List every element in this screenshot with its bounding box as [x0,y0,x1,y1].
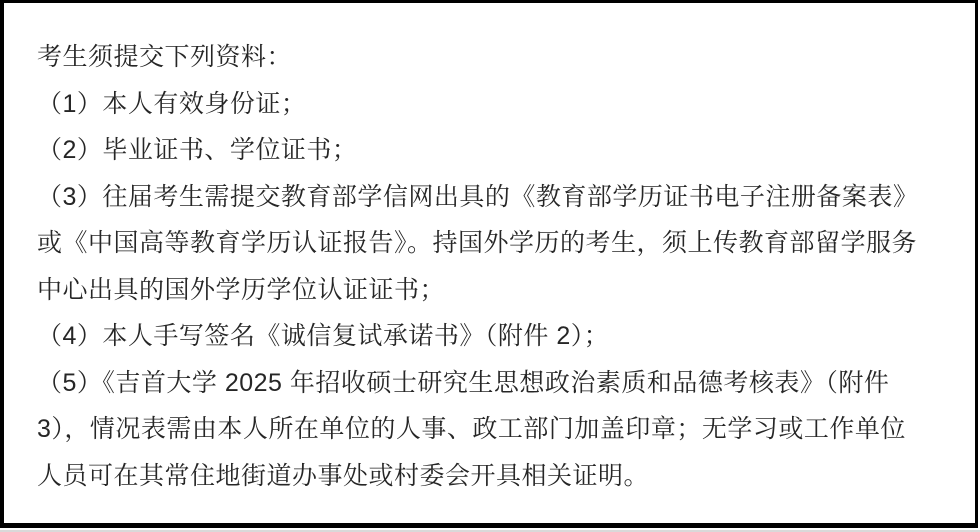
document-intro-line: 考生须提交下列资料： [37,43,293,71]
list-item-3-line-1: （3）往届考生需提交教育部学信网出具的《教育部学历证书电子注册备案表》 [37,182,919,211]
list-item-4-line: （4）本人手写签名《诚信复试承诺书》（附件 2）； [37,322,610,350]
list-item-2-line: （2）毕业证书、学位证书； [37,136,358,164]
list-item-5-line-2: 3），情况表需由本人所在单位的人事、政工部门加盖印章；无学习或工作单位 [37,415,906,443]
document-text-block [8,6,970,499]
list-item-3-line-3: 中心出具的国外学历学位认证证书； [37,275,446,304]
list-item-3-line-2: 或《中国高等教育学历认证报告》。持国外学历的考生，须上传教育部留学服务 [37,229,918,257]
list-item-1-line: （1）本人有效身份证； [37,89,307,118]
list-item-5-line-1: （5）《吉首大学 2025 年招收硕士研究生思想政治素质和品德考核表》（附件 [37,368,890,397]
list-item-5-line-3: 人员可在其常住地街道办事处或村委会开具相关证明。 [37,461,650,490]
